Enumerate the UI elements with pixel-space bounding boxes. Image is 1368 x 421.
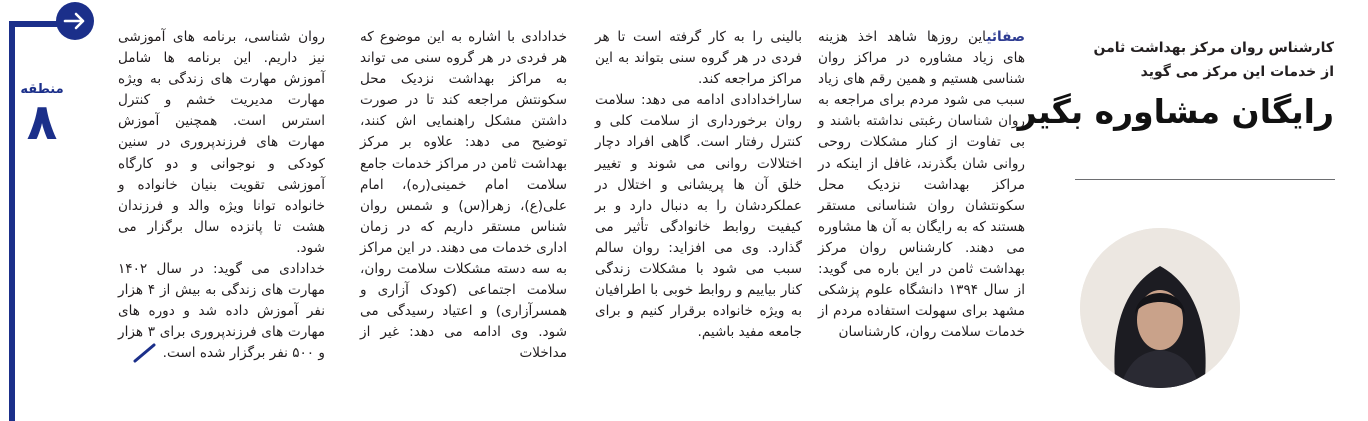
region-horizontal-rule [9, 21, 61, 27]
column-2-text: بالینی را به کار گرفته است تا هر فردی در هر گروه سنی بتواند به این مراکز مراجعه کند. ساراخدادادی ادامه می دهد: سلامت روان برخورداری از سلامت کلی و کنترل رفتار است. گاهی افراد دچار اختلالات روانی می شوند و تغییر خلق آن ها پریشانی و اختلال در عملکردشان را به دنبال دارد و بر کیفیت روابط خانوادگی تأثیر می گذارد. وی می افزاید: روان سالم سبب می شود با مشکلات زندگی کنار بیاییم و روابط خوبی با اطرافیان به ویژه خانواده برقرار کنیم و برای جامعه مفید باشیم. [595, 29, 802, 341]
region-number: ۸ [26, 93, 58, 151]
headline-block [1017, 36, 1334, 134]
article-column-3 [360, 27, 567, 365]
column-4-text: روان شناسی، برنامه های آموزشی نیز داریم. این برنامه ها شامل آموزش مهارت های زندگی به ویژه مهارت مدیریت خشم و کنترل استرس است. همچنین آموزش مهارت های فرزندپروری در سنین کودکی و نوجوانی و دو کارگاه آموزشی تقویت بنیان خانواده و خانواده توانا ویژه والد و فرزندان هشت تا پانزده سال برگزار می شود. خدادادی می گوید: در سال ۱۴۰۲ مهارت های زندگی به بیش از ۴ هزار نفر آموزش داده شد و دوره های مهارت های فرزندپروری برای ۳ هزار و ۵۰۰ نفر برگزار شده است. [118, 29, 325, 362]
byline: صفائی [986, 29, 1025, 45]
column-1-text: این روزها شاهد اخذ هزینه های زیاد مشاوره در مراکز روان شناسی هستیم و همین رقم های زیاد سبب می شود مردم برای مراجعه به روان شناسان رغبتی نداشته باشند و بی تفاوت از کنار مشکلات روحی روانی شان بگذرند، غافل از اینکه در مراکز بهداشت نزدیک محل سکونتشان روان شناسانی مستقر هستند که به رایگان به آن ها مشاوره می دهند. کارشناس روان مرکز بهداشت ثامن در این باره می گوید: از سال ۱۳۹۴ دانشگاه علوم پزشکی مشهد برای سهولت استفاده مردم از خدمات سلامت روان، کارشناسان [818, 29, 1025, 341]
article-column-1 [818, 27, 1025, 343]
headline-divider [1075, 179, 1335, 180]
article-column-2 [595, 27, 802, 343]
article-column-4 [118, 27, 325, 365]
headline-kicker-2: از خدمات این مرکز می گوید [1140, 64, 1334, 80]
region-marker [0, 0, 64, 421]
end-mark-icon [132, 343, 158, 363]
region-label: منطقه [20, 82, 64, 97]
author-portrait [1080, 228, 1240, 388]
arrow-right-icon[interactable] [56, 2, 94, 40]
region-vertical-rule [9, 24, 15, 421]
column-3-text: خدادادی با اشاره به این موضوع که هر فردی در هر گروه سنی می تواند به مراکز بهداشت نزدیک محل سکونتش مراجعه کند تا در صورت داشتن مشکل راهنمایی اش کنند، توضیح می دهد: علاوه بر مرکز بهداشت ثامن در مراکز خدمات جامع سلامت امام خمینی(ره)، امام علی(ع)، زهرا(س) و شمس روان شناس مستقر داریم که در زمان اداری خدمات می دهند. در این مراکز به سه دسته مشکلات سلامت روان، سلامت اجتماعی (کودک آزاری و همسرآزاری) و اعتیاد رسیدگی می شود. وی ادامه می دهد: غیر از مداخلات [360, 29, 567, 362]
headline-kicker-1: کارشناس روان مرکز بهداشت ثامن [1093, 40, 1334, 56]
headline-title: رایگان مشاوره بگیر [1017, 92, 1334, 131]
